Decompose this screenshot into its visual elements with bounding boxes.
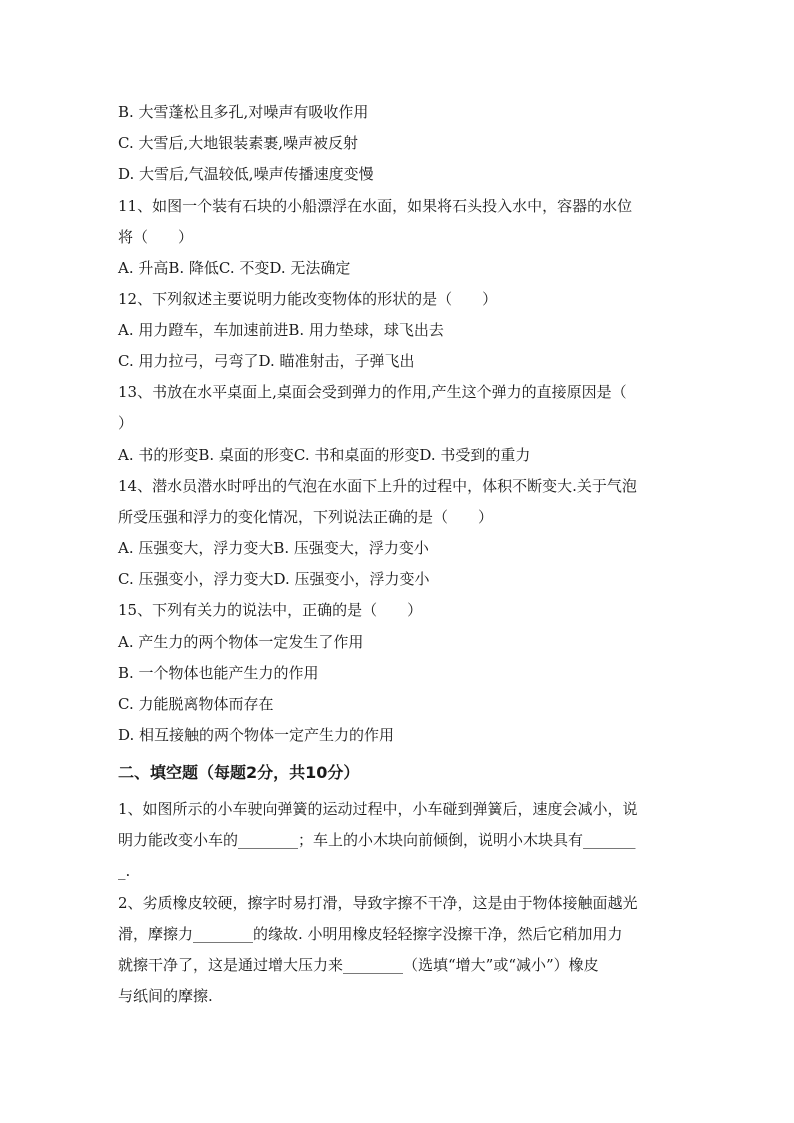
fill-question-2-line-3: 就擦干净了，这是通过增大压力来________（选填“增大”或“减小”）橡皮 <box>118 956 599 974</box>
question-11-line-1: 11、如图一个装有石块的小船漂浮在水面，如果将石头投入水中，容器的水位 <box>118 197 633 215</box>
question-12: 12、下列叙述主要说明力能改变物体的形状的是（ ） <box>118 290 498 308</box>
question-15: 15、下列有关力的说法中，正确的是（ ） <box>118 601 423 619</box>
question-13-line-2: ） <box>118 414 134 432</box>
option-10-b: B. 大雪蓬松且多孔,对噪声有吸收作用 <box>118 103 369 121</box>
question-14-line-2: 所受压强和浮力的变化情况，下列说法正确的是（ ） <box>118 508 494 526</box>
question-11-options: A. 升高B. 降低C. 不变D. 无法确定 <box>118 259 351 277</box>
fill-question-2-line-1: 2、劣质橡皮较硬，擦字时易打滑，导致字擦不干净，这是由于物体接触面越光 <box>118 894 638 912</box>
fill-question-1-line-2: 明力能改变小车的________；车上的小木块向前倾倒，说明小木块具有_______ <box>118 831 636 849</box>
fill-question-2-line-4: 与纸间的摩擦. <box>118 987 213 1005</box>
question-11-line-2: 将（ ） <box>118 228 194 246</box>
fill-question-2-line-2: 滑，摩擦力________的缘故. 小明用橡皮轻轻擦字没擦干净，然后它稍加用力 <box>118 925 623 943</box>
question-12-options-ab: A. 用力蹬车，车加速前进B. 用力垫球，球飞出去 <box>118 321 444 339</box>
question-15-option-c: C. 力能脱离物体而存在 <box>118 695 274 713</box>
option-10-c: C. 大雪后,大地银装素裹,噪声被反射 <box>118 134 359 152</box>
option-10-d: D. 大雪后,气温较低,噪声传播速度变慢 <box>118 165 374 183</box>
question-14-options-cd: C. 压强变小，浮力变大D. 压强变小，浮力变小 <box>118 570 430 588</box>
section-title: 二、填空题（每题2分，共10分） <box>118 763 360 782</box>
question-15-option-d: D. 相互接触的两个物体一定产生力的作用 <box>118 726 395 744</box>
question-13-line-1: 13、书放在水平桌面上,桌面会受到弹力的作用,产生这个弹力的直接原因是（ <box>118 383 627 401</box>
question-15-option-a: A. 产生力的两个物体一定发生了作用 <box>118 633 364 651</box>
question-15-option-b: B. 一个物体也能产生力的作用 <box>118 664 319 682</box>
fill-question-1-line-3: _. <box>118 862 131 880</box>
question-14-line-1: 14、潜水员潜水时呼出的气泡在水面下上升的过程中，体积不断变大.关于气泡 <box>118 477 637 495</box>
question-12-options-cd: C. 用力拉弓，弓弯了D. 瞄准射击，子弹飞出 <box>118 352 415 370</box>
question-13-options: A. 书的形变B. 桌面的形变C. 书和桌面的形变D. 书受到的重力 <box>118 446 531 464</box>
question-14-options-ab: A. 压强变大，浮力变大B. 压强变大，浮力变小 <box>118 539 429 557</box>
fill-question-1-line-1: 1、如图所示的小车驶向弹簧的运动过程中，小车碰到弹簧后，速度会减小，说 <box>118 800 638 818</box>
